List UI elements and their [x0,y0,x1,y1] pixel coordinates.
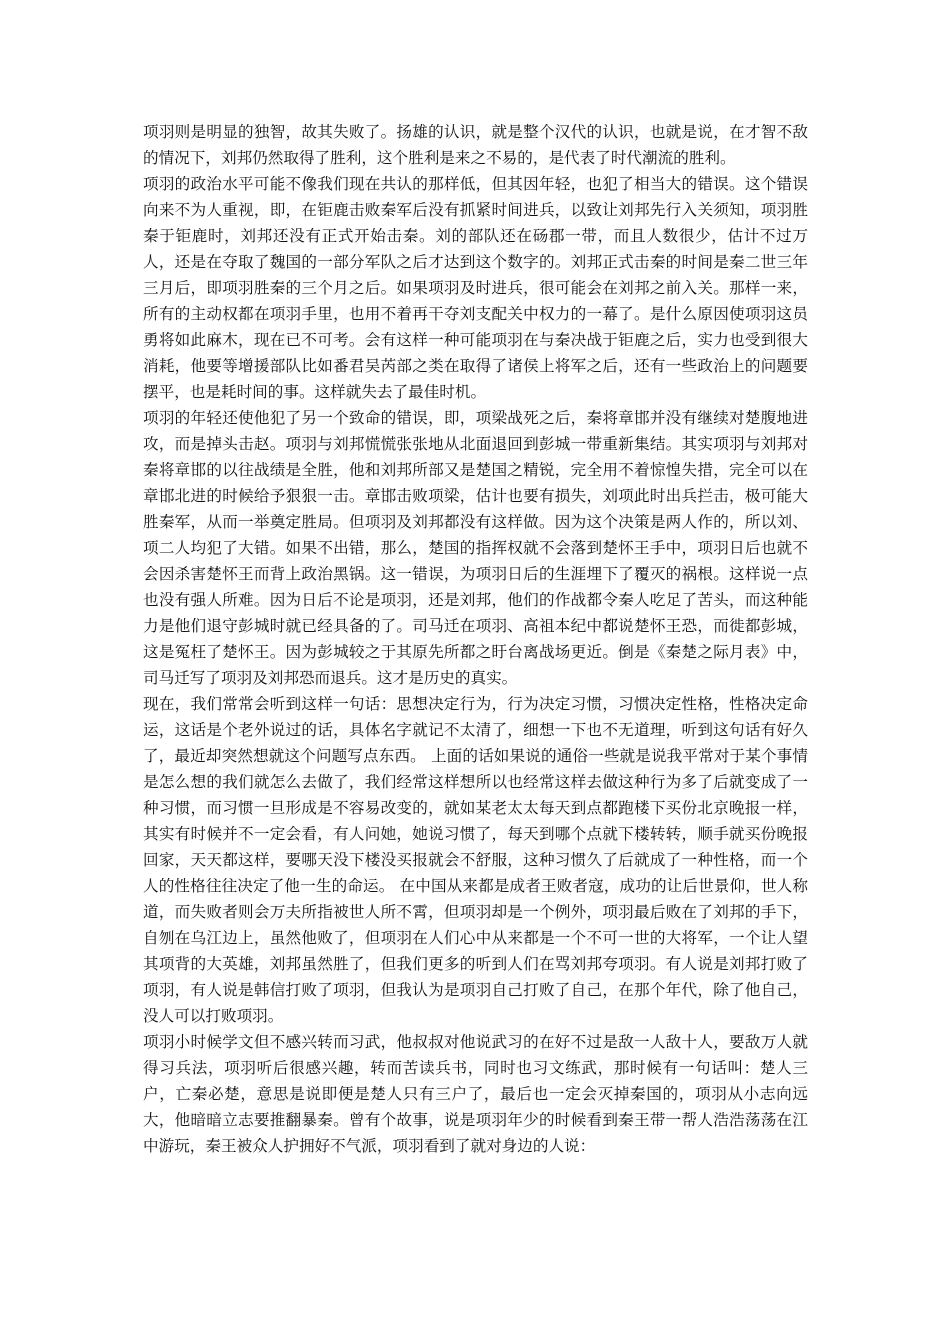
document-body [143,119,808,1159]
paragraph-4: 现在，我们常常会听到这样一句话：思想决定行为，行为决定习惯，习惯决定性格，性格决定命运，这话是个老外说过的话，具体名字就记不太清了，细想一下也不无道理，听到这句话有好久了，最近却突然想就这个问题写点东西。 上面的话如果说的通俗一些就是说我平常对于某个事情是怎么想的我们就怎么去做了，我们经常这样想所以也经常这样去做这种行为多了后就变成了一种习惯，而习惯一旦形成是不容易改变的，就如某老太太每天到点都跑楼下买份北京晚报一样，其实有时候并不一定会看，有人问她，她说习惯了，每天到哪个点就下楼转转，顺手就买份晚报回家，天天都这样，要哪天没下楼没买报就会不舒服，这种习惯久了后就成了一种性格，而一个人的性格往往决定了他一生的命运。 在中国从来都是成者王败者寇，成功的让后世景仰，世人称道，而失败者则会万夫所指被世人所不霄，但项羽却是一个例外，项羽最后败在了刘邦的手下，自刎在乌江边上，虽然他败了，但项羽在人们心中从来都是一个不可一世的大将军，一个让人望其项背的大英雄，刘邦虽然胜了，但我们更多的听到人们在骂刘邦夸项羽。有人说是刘邦打败了项羽，有人说是韩信打败了项羽，但我认为是项羽自己打败了自己，在那个年代，除了他自己，没人可以打败项羽。 [143,695,808,1025]
paragraph-5: 项羽小时候学文但不感兴转而习武，他叔叔对他说武习的在好不过是敌一人敌十人，要敌万人就得习兵法，项羽听后很感兴趣，转而苦读兵书，同时也习文练武，那时候有一句话叫：楚人三户，亡秦必楚，意思是说即便是楚人只有三户了，最后也一定会灭掉秦国的，项羽从小志向远大，他暗暗立志要推翻暴秦。曾有个故事，说是项羽年少的时候看到秦王带一帮人浩浩荡荡在江中游玩，秦王被众人护拥好不气派，项羽看到了就对身边的人说： [143,1033,808,1155]
paragraph-1: 项羽则是明显的独智，故其失败了。扬雄的认识，就是整个汉代的认识，也就是说，在才智不敌的情况下，刘邦仍然取得了胜利，这个胜利是来之不易的，是代表了时代潮流的胜利。 [143,123,808,167]
paragraph-2: 项羽的政治水平可能不像我们现在共认的那样低，但其因年轻，也犯了相当大的错误。这个错误向来不为人重视，即，在钜鹿击败秦军后没有抓紧时间进兵，以致让刘邦先行入关须知，项羽胜秦于钜鹿时，刘邦还没有正式开始击秦。刘的部队还在砀郡一带，而且人数很少，估计不过万人，还是在夺取了魏国的一部分军队之后才达到这个数字的。刘邦正式击秦的时间是秦二世三年三月后，即项羽胜秦的三个月之后。如果项羽及时进兵，很可能会在刘邦之前入关。那样一来，所有的主动权都在项羽手里，也用不着再干夺刘支配关中权力的一幕了。是什么原因使项羽这员勇将如此麻木，现在已不可考。会有这样一种可能项羽在与秦决战于钜鹿之后，实力也受到很大消耗，他要等增援部队比如番君吴芮部之类在取得了诸侯上将军之后，还有一些政治上的问题要摆平，也是耗时间的事。这样就失去了最佳时机。 [143,175,808,401]
paragraph-3: 项羽的年轻还使他犯了另一个致命的错误，即，项梁战死之后，秦将章邯并没有继续对楚腹地进攻，而是掉头击赵。项羽与刘邦慌慌张张地从北面退回到彭城一带重新集结。其实项羽与刘邦对秦将章邯的以往战绩是全胜，他和刘邦所部又是楚国之精锐，完全用不着惊惶失措，完全可以在章邯北进的时候给予狠狠一击。章邯击败项梁，估计也要有损失，刘项此时出兵拦击，极可能大胜秦军，从而一举奠定胜局。但项羽及刘邦都没有这样做。因为这个决策是两人作的，所以刘、项二人均犯了大错。如果不出错，那么，楚国的指挥权就不会落到楚怀王手中，项羽日后也就不会因杀害楚怀王而背上政治黑锅。这一错误，为项羽日后的生涯埋下了覆灭的祸根。这样说一点也没有强人所难。因为日后不论是项羽，还是刘邦，他们的作战都令秦人吃足了苦头，而这种能力是他们退守彭城时就已经具备的了。司马迁在项羽、高祖本纪中都说楚怀王恐，而徙都彭城，这是冤枉了楚怀王。因为彭城较之于其原先所都之盱台离战场更近。倒是《秦楚之际月表》中，司马迁写了项羽及刘邦恐而退兵。这才是历史的真实。 [143,409,808,687]
